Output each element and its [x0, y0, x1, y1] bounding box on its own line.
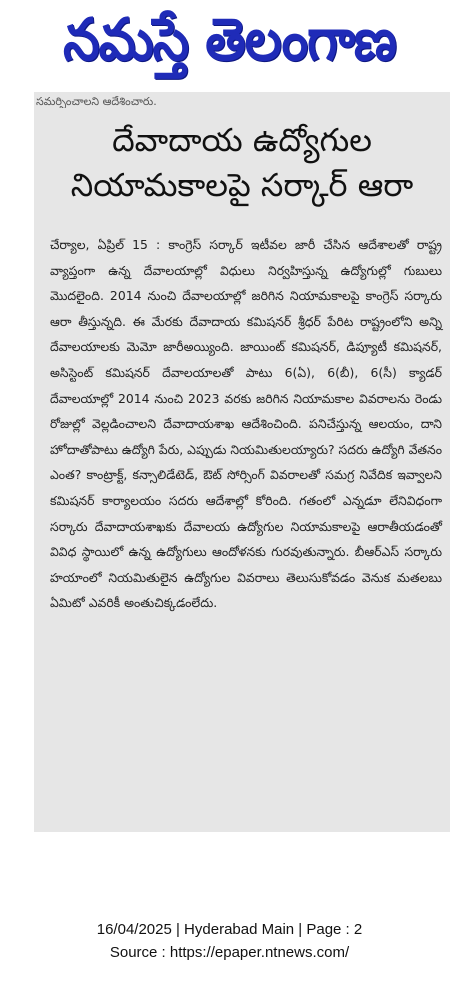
- footer-edition-info: 16/04/2025 | Hyderabad Main | Page : 2: [96, 921, 363, 938]
- article-body: చేర్యాల, ఏప్రిల్ 15 : కాంగ్రెస్ సర్కార్ ఇటీవల జారీ చేసిన ఆదేశాలతో రాష్ట్ర వ్యాప్తంగా ఉన్న దేవాలయాల్లో విధులు నిర్వహిస్తున్న ఉద్యోగుల్లో గుబులు మొదలైంది. 2014 నుంచి దేవాలయాల్లో జరిగిన నియామకాలపై కాంగ్రెస్ సర్కారు ఆరా తీస్తున్నది. ఈ మేరకు దేవాదాయ కమిషనర్ శ్రీధర్ పేరిట రాష్ట్రంలోని అన్ని దేవాలయాలకు మెమో జారీఅయ్యింది. జాయింట్ కమిషనర్, డిప్యూటీ కమిషనర్, అసిస్టెంట్ కమిషనర్ దేవాలయాలతో పాటు 6(ఏ), 6(బీ), 6(సీ) క్యాడర్ దేవాలయాల్లో 2014 నుంచి 2023 వరకు జరిగిన నియామకాల వివరాలను రెండు రోజుల్లో వెల్లడించాలని దేవాదాయశాఖ ఆదేశించింది. పనిచేస్తున్న ఆలయం, దాని హోదాతోపాటు ఉద్యోగి పేరు, ఎప్పుడు నియమితులయ్యారు? సదరు ఉద్యోగి వేతనం ఎంత? కాంట్రాక్ట్, కన్సాలిడేటెడ్, ఔట్ సోర్సింగ్ వివరాలతో సమగ్ర నివేదిక ఇవ్వాలని కమిషనర్ కార్యాలయం సదరు ఆదేశాల్లో కోరింది. గతంలో ఎన్నడూ లేనివిధంగా సర్కారు దేవాదాయశాఖకు దేవాలయ ఉద్యోగుల నియామకాలపై ఆరాతీయడంతో వివిధ స్థాయిలో ఉన్న ఉద్యోగులు ఆందోళనకు గురవుతున్నారు. బీఆర్ఎస్ సర్కారు హయాంలో నియమితులైన ఉద్యోగుల వివరాలు తెలుసుకోవడం వెనుక మతలబు ఏమిటో ఎవరికీ అంతుచిక్కడంలేదు.: [50, 237, 442, 611]
- footer-source: Source : https://epaper.ntnews.com/: [109, 944, 350, 961]
- headline-line-1: దేవాదాయ ఉద్యోగుల: [112, 121, 372, 159]
- article-cut-line: సమర్పించాలని ఆదేశించారు.: [36, 96, 157, 108]
- headline-line-2: నియామకాలపై సర్కార్ ఆరా: [70, 166, 414, 204]
- masthead-logo: నమస్తే తెలంగాణ: [63, 6, 396, 74]
- newspaper-masthead: [0, 6, 459, 88]
